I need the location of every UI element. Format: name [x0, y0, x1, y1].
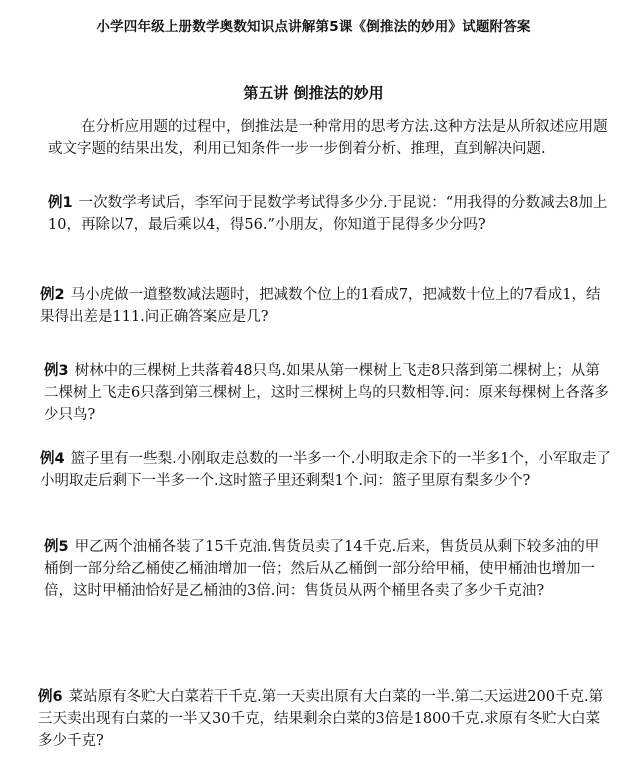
example-1-label: 例1: [48, 195, 73, 211]
example-3: [44, 360, 610, 426]
example-2-text: 马小虎做一道整数减法题时，把减数个位上的1看成7，把减数十位上的7看成1，结果得出差是111.问正确答案应是几?: [40, 287, 601, 325]
example-1: [48, 192, 608, 236]
example-1-text: 一次数学考试后，李军问于昆数学考试得多少分.于昆说：“用我得的分数减去8加上10，再除以7，最后乘以4，得56.”小朋友，你知道于昆得多少分吗?: [48, 195, 608, 233]
example-2: [40, 284, 610, 328]
intro-paragraph: 在分析应用题的过程中，倒推法是一种常用的思考方法.这种方法是从所叙述应用题或文字题的结果出发，利用已知条件一步一步倒着分析、推理，直到解决问题.: [48, 119, 608, 157]
example-6: [38, 686, 614, 752]
lecture-title: 第五讲 倒推法的妙用: [243, 84, 384, 102]
example-3-label: 例3: [44, 363, 69, 379]
example-5: [44, 536, 610, 602]
example-4: [40, 448, 612, 492]
document-header: 小学四年级上册数学奥数知识点讲解第5课《倒推法的妙用》试题附答案: [96, 19, 531, 35]
example-5-label: 例5: [44, 539, 69, 555]
example-6-text: 菜站原有冬贮大白菜若干千克.第一天卖出原有大白菜的一半.第二天运进200千克.第三天卖出现有白菜的一半又30千克，结果剩余白菜的3倍是1800千克.求原有冬贮大白菜多少千克?: [38, 689, 604, 749]
example-5-text: 甲乙两个油桶各装了15千克油.售货员卖了14千克.后来，售货员从剩下较多油的甲桶倒一部分给乙桶使乙桶油增加一倍；然后从乙桶倒一部分给甲桶，使甲桶油也增加一倍，这时甲桶油恰好是乙桶油的3倍.问：售货员从两个桶里各卖了多少千克油?: [44, 539, 600, 599]
example-2-label: 例2: [40, 287, 65, 303]
example-3-text: 树林中的三棵树上共落着48只鸟.如果从第一棵树上飞走8只落到第二棵树上；从第二棵树上飞走6只落到第三棵树上，这时三棵树上鸟的只数相等.问：原来每棵树上各落多少只鸟?: [44, 363, 609, 423]
example-4-text: 篮子里有一些梨.小刚取走总数的一半多一个.小明取走余下的一半多1个，小军取走了小明取走后剩下一半多一个.这时篮子里还剩梨1个.问：篮子里原有梨多少个?: [40, 451, 612, 489]
example-4-label: 例4: [40, 451, 65, 467]
example-6-label: 例6: [38, 689, 63, 705]
